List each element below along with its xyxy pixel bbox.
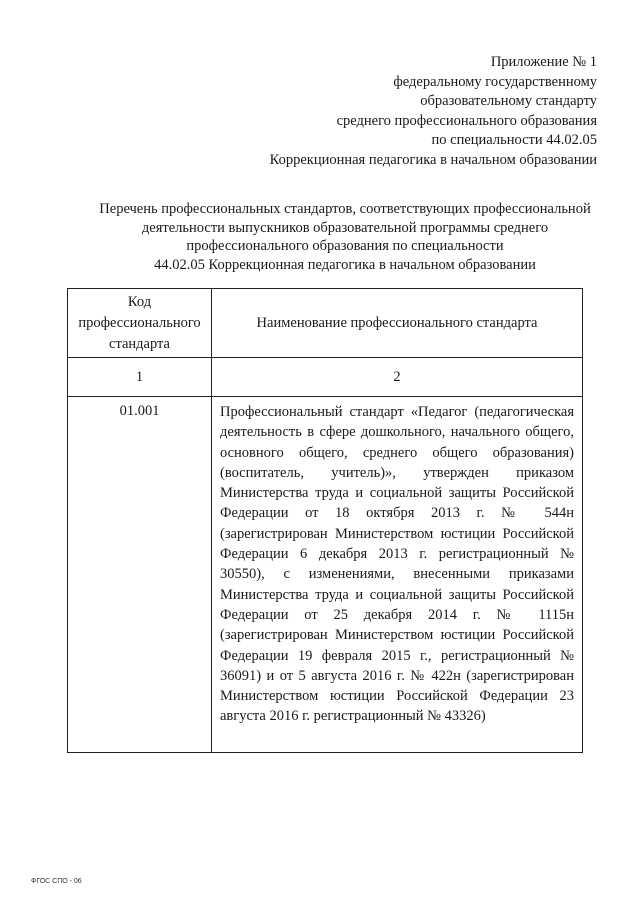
title-line: профессионального образования по специальности: [186, 238, 504, 254]
appendix-header: [270, 53, 597, 170]
table-header-row: [68, 289, 583, 358]
appendix-line: федеральному государственному: [393, 73, 597, 90]
appendix-line: Приложение № 1: [490, 54, 597, 70]
title-line: 44.02.05 Коррекционная педагогика в начальном образовании: [154, 256, 536, 273]
footer-label: ФГОС СПО - 06: [31, 878, 82, 885]
appendix-line: по специальности 44.02.05: [431, 132, 597, 148]
standards-table: [67, 288, 583, 753]
column-number: 2: [212, 358, 583, 397]
standard-name: Профессиональный стандарт «Педагог (педагогическая деятельность в сфере дошкольного, начального общего, основного общего, среднего общего образования) (воспитатель, учитель)», утвержден приказом Министерства труда и социальной защиты Российской Федерации от 18 октября 2013 г. № 544н (зарегистрирован Министерством юстиции Российской Федерации 6 декабря 2013 г. регистрационный № 30550), с изменениями, внесенными приказами Министерства труда и социальной защиты Российской Федерации от 25 декабря 2014 г. № 1115н (зарегистрирован Министерством юстиции Российской Федерации 19 февраля 2015 г., регистрационный № 36091) и от 5 августа 2016 г. № 422н (зарегистрирован Министерством юстиции Российской Федерации 23 августа 2016 г. регистрационный № 43326): [212, 397, 583, 753]
standard-code: 01.001: [68, 397, 212, 753]
header-code: Код профессионального стандарта: [68, 289, 212, 358]
header-name: Наименование профессионального стандарта: [212, 289, 583, 358]
title-line: Перечень профессиональных стандартов, соответствующих профессиональной: [99, 201, 591, 217]
appendix-line: среднего профессионального образования: [336, 112, 597, 129]
appendix-line: образовательному стандарту: [420, 93, 597, 109]
title-line: деятельности выпускников образовательной программы среднего: [141, 219, 549, 236]
document-title: [80, 200, 610, 274]
table-row: [68, 397, 583, 753]
column-number-row: [68, 358, 583, 397]
appendix-line: Коррекционная педагогика в начальном образовании: [269, 151, 597, 168]
column-number: 1: [68, 358, 212, 397]
